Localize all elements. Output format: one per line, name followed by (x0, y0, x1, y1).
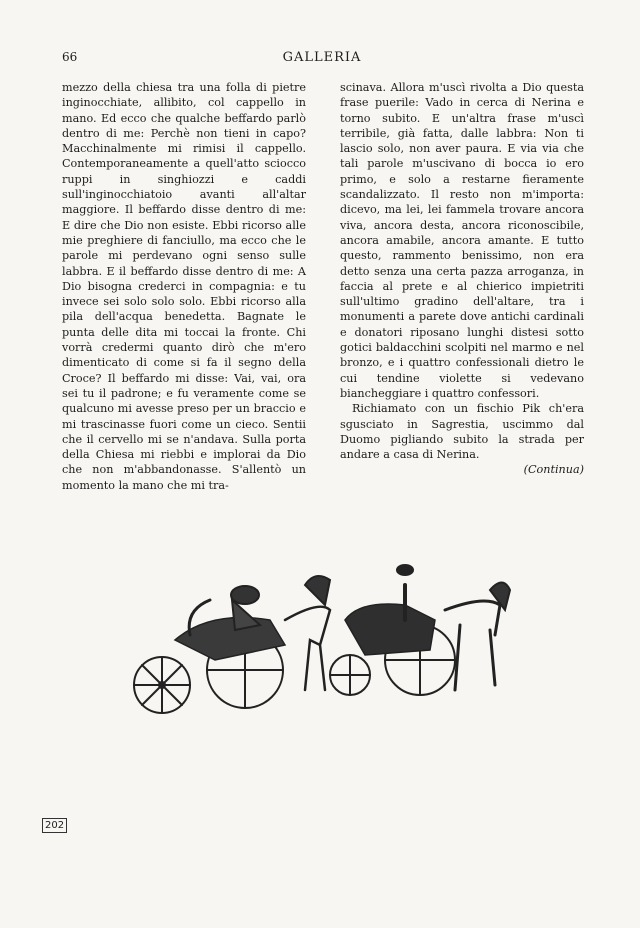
archive-stamp: 202 (42, 818, 67, 833)
right-paragraph-1: scinava. Allora m'uscì rivolta a Dio questa frase puerile: Vado in cerca di Nerina e torno subito. E un'altra frase m'uscì terribile, già fatta, dalle labbra: Non ti lascio solo, non aver paura. E via via che tali parole m'uscivano di bocca io ero primo, e solo a restarne fieramente scandalizzato. Il resto non m'importa: dicevo, ma lei, lei fammela trovare ancora viva, ancora desta, ancora riconoscibile, ancora amabile, ancora amante. E tutto questo, rammento benissimo, non era detto senza una certa pazza arroganza, in faccia al prete e al chierico impietriti sull'ultimo gradino dell'altare, tra i monumenti a parete dove antichi cardinali e donatori riposano lunghi distesi sotto gotici baldacchini scolpiti nel marmo e nel bronzo, e i quattro confessionali dietro le cui tendine violette si vedevano biancheggiare i quattro confessori. (340, 81, 584, 400)
left-column (62, 80, 306, 493)
running-title: GALLERIA (282, 50, 362, 65)
left-paragraph-1: mezzo della chiesa tra una folla di pietre inginocchiate, allibito, col cappello in mano. Ed ecco che qualche beffardo parlò dentro di me: Perchè non tieni in capo? Macchinalmente mi rimisi il cappello. Contemporaneamente a quell'atto sciocco ruppi in singhiozzi e caddi sull'inginocchiatoio avanti all'altar maggiore. Il beffardo disse dentro di me: E dire che Dio non esiste. Ebbi ricorso alle mie preghiere di fanciullo, ma ecco che le parole mi perdevano ogni senso sulle labbra. E il beffardo disse dentro di me: A Dio bisogna crederci in compagnia: e tu invece sei solo solo solo. Ebbi ricorso alla pila dell'acqua benedetta. Bagnate le punta delle dita mi toccai la fronte. Chi vorrà credermi quanto dirò che m'ero dimenticato di come si fa il segno della Croce? Il beffardo mi disse: Vai, vai, ora sei tu il padrone; e fu veramente come se qualcuno mi avesse preso per un braccio e mi trascinasse fuori come un cieco. Sentii che il cervello mi se n'andava. Sulla porta della Chiesa mi riebbi e implorai da Dio che non m'abbandonasse. S'allentò un momento la mano che mi tra- (62, 81, 306, 492)
right-column (340, 80, 584, 478)
page-number: 66 (62, 50, 78, 64)
page-header (62, 50, 582, 70)
right-paragraph-2: Richiamato con un fischio Pik ch'era sgusciato in Sagrestia, uscimmo dal Duomo pigliando subito la strada per andare a casa di Nerina. (340, 402, 584, 462)
left-carriage (134, 576, 330, 713)
right-carriage (330, 565, 510, 695)
carriage-sketch-illustration (120, 550, 520, 730)
continua-note: (Continua) (523, 463, 584, 477)
